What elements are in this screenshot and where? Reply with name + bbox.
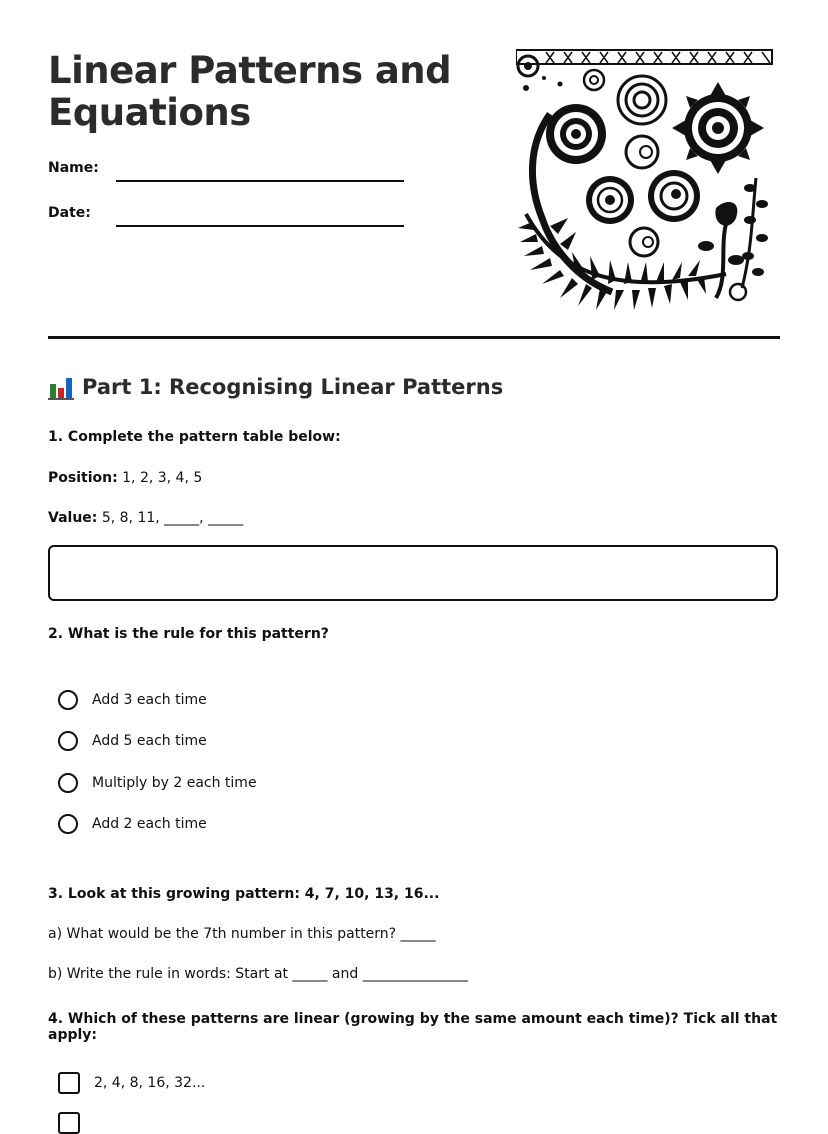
checkbox[interactable] [58, 1072, 80, 1094]
name-field[interactable] [116, 180, 404, 182]
name-label: Name: [48, 160, 99, 176]
q1-answer-box[interactable] [48, 545, 778, 601]
q4-option[interactable] [58, 1072, 205, 1094]
q1-position-row [48, 470, 202, 486]
q1-value-values: 5, 8, 11, _____, _____ [97, 510, 244, 526]
radio-button[interactable] [58, 731, 78, 751]
bar-chart-icon [48, 374, 74, 400]
q2-option-label: Multiply by 2 each time [92, 775, 257, 791]
radio-button[interactable] [58, 814, 78, 834]
q2-option-label: Add 3 each time [92, 692, 207, 708]
q1-prompt: 1. Complete the pattern table below: [48, 429, 341, 445]
worksheet-title: Linear Patterns and Equations [48, 49, 452, 134]
q2-option[interactable] [58, 814, 207, 834]
q2-option[interactable] [58, 690, 207, 710]
q1-value-label: Value: [48, 510, 98, 526]
q1-position-label: Position: [48, 470, 118, 486]
header-decorative-art [516, 48, 774, 310]
radio-button[interactable] [58, 773, 78, 793]
q2-option-label: Add 2 each time [92, 816, 207, 832]
q1-position-values: 1, 2, 3, 4, 5 [117, 470, 203, 486]
header-divider [48, 336, 780, 339]
q3-part-a: a) What would be the 7th number in this pattern? _____ [48, 926, 436, 942]
part1-heading-text: Part 1: Recognising Linear Patterns [82, 375, 504, 399]
q3-prompt: 3. Look at this growing pattern: 4, 7, 10, 13, 16... [48, 886, 440, 902]
checkbox[interactable] [58, 1112, 80, 1134]
q3-part-b: b) Write the rule in words: Start at _____ and _______________ [48, 966, 468, 982]
q4-option-label: 2, 4, 8, 16, 32... [94, 1075, 206, 1091]
part1-heading [48, 374, 503, 400]
q2-option-label: Add 5 each time [92, 733, 207, 749]
q4-prompt: 4. Which of these patterns are linear (growing by the same amount each time)? Tick all that apply: [48, 1011, 778, 1043]
date-field[interactable] [116, 225, 404, 227]
q2-option[interactable] [58, 773, 257, 793]
q1-value-row [48, 510, 243, 526]
q4-option[interactable] [58, 1112, 80, 1134]
q2-option[interactable] [58, 731, 207, 751]
q2-prompt: 2. What is the rule for this pattern? [48, 626, 329, 642]
date-label: Date: [48, 205, 91, 221]
radio-button[interactable] [58, 690, 78, 710]
